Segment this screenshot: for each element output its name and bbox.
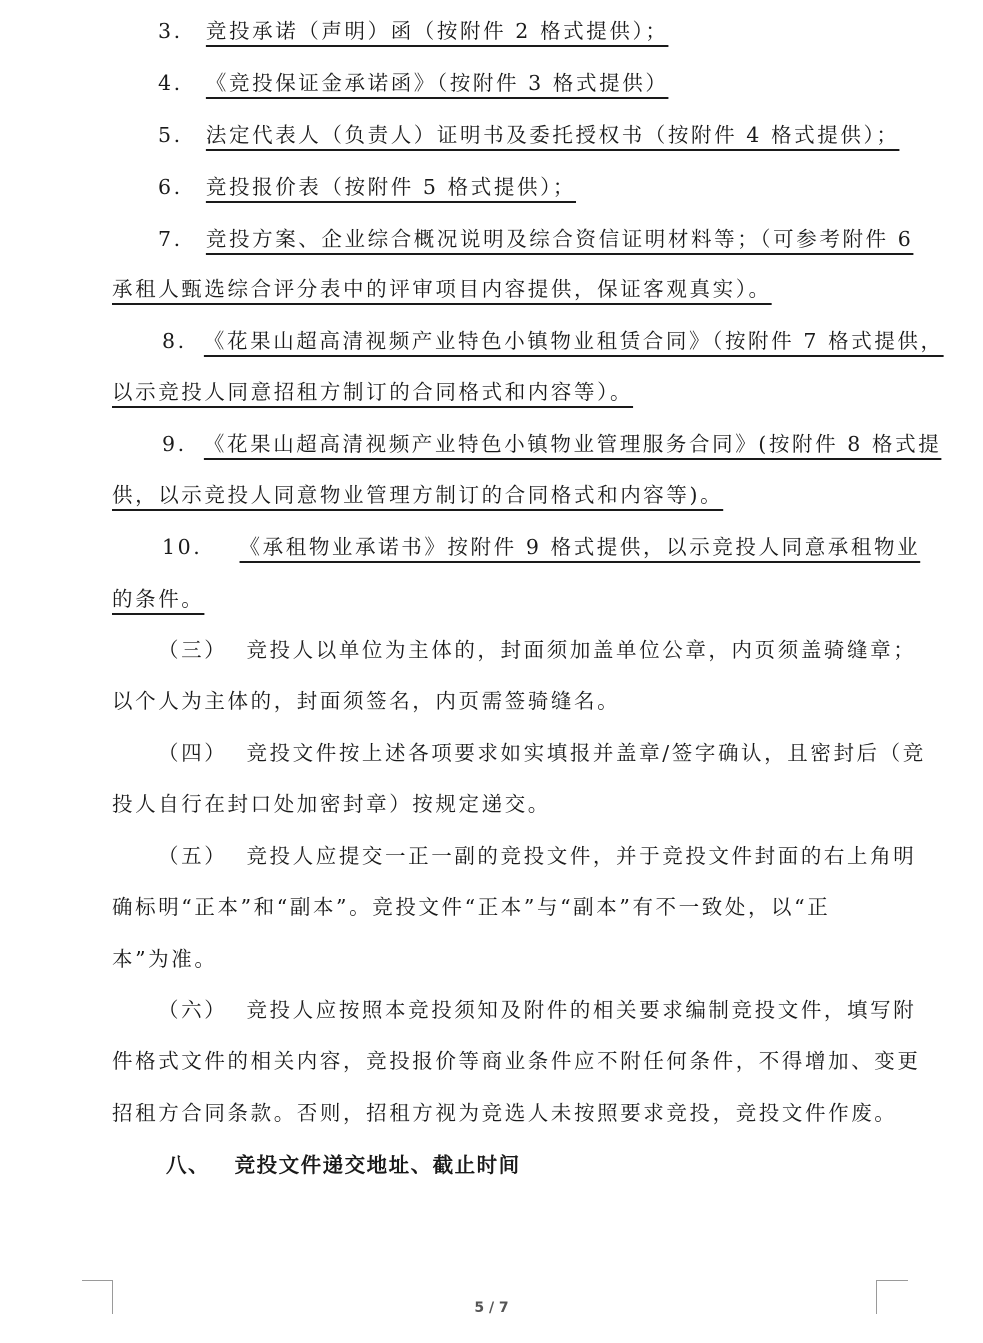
item-7-continued <box>112 274 772 304</box>
item-text-line2: 以示竞投人同意招租方制订的合同格式和内容等）。 <box>112 380 634 404</box>
item-8 <box>162 326 944 356</box>
para-5-continued-2 <box>112 944 217 974</box>
item-6 <box>158 172 576 202</box>
crop-mark-left-horizontal <box>82 1280 112 1281</box>
para-text-line1: 竞投文件按上述各项要求如实填报并盖章/签字确认，且密封后（竞 <box>246 741 926 765</box>
para-6 <box>158 995 916 1025</box>
item-text-line1: 《花果山超高清视频产业特色小镇物业租赁合同》（按附件 7 格式提供， <box>203 329 944 353</box>
page-number: 5 / 7 <box>474 1300 509 1316</box>
item-number: 3. <box>158 19 183 43</box>
para-4-continued <box>112 789 551 819</box>
item-9-continued <box>112 480 723 510</box>
item-5 <box>158 120 899 150</box>
para-text-line1: 竞投人应按照本竞投须知及附件的相关要求编制竞投文件，填写附 <box>246 998 917 1022</box>
item-7 <box>158 224 913 254</box>
para-text-line2: 件格式文件的相关内容，竞投报价等商业条件应不附任何条件，不得增加、变更 <box>112 1049 921 1073</box>
item-number: 9. <box>162 432 187 456</box>
para-text-line3: 招租方合同条款。否则，招租方视为竞选人未按照要求竞投，竞投文件作废。 <box>112 1101 898 1125</box>
para-text-line3: 本”为准。 <box>112 947 218 971</box>
para-3-continued <box>112 686 620 716</box>
item-number: 6. <box>158 175 183 199</box>
item-text-line2: 承租人甄选综合评分表中的评审项目内容提供，保证客观真实）。 <box>112 277 772 301</box>
section-title: 竞投文件递交地址、截止时间 <box>234 1153 521 1177</box>
para-5-continued <box>112 892 830 922</box>
para-text-line1: 竞投人应提交一正一副的竞投文件，并于竞投文件封面的右上角明 <box>246 844 917 868</box>
item-text-line1: 《花果山超高清视频产业特色小镇物业管理服务合同》(按附件 8 格式提 <box>203 432 942 456</box>
item-number: 5. <box>158 123 183 147</box>
item-9 <box>162 429 941 459</box>
item-text-line1: 竞投方案、企业综合概况说明及综合资信证明材料等；（可参考附件 6 <box>205 227 914 251</box>
para-4 <box>158 738 926 768</box>
item-number: 8. <box>162 329 187 353</box>
para-5 <box>158 841 916 871</box>
item-10 <box>162 532 920 562</box>
para-label: （三） <box>158 638 228 662</box>
para-label: （六） <box>158 998 228 1022</box>
para-text-line1: 竞投人以单位为主体的，封面须加盖单位公章，内页须盖骑缝章； <box>246 638 917 662</box>
para-text-line2: 投人自行在封口处加密封章）按规定递交。 <box>112 792 551 816</box>
item-text: 竞投承诺（声明）函（按附件 2 格式提供）； <box>205 19 669 43</box>
item-text-line2: 供，以示竞投人同意物业管理方制订的合同格式和内容等)。 <box>112 483 724 507</box>
para-text-line2: 确标明“正本”和“副本”。竞投文件“正本”与“副本”有不一致处，以“正 <box>112 895 831 919</box>
item-3 <box>158 16 668 46</box>
para-label: （五） <box>158 844 228 868</box>
section-heading <box>166 1150 521 1180</box>
item-number: 7. <box>158 227 183 251</box>
item-text-line1: 《承租物业承诺书》按附件 9 格式提供，以示竞投人同意承租物业 <box>239 535 921 559</box>
para-6-continued <box>112 1046 921 1076</box>
section-number: 八、 <box>166 1153 210 1177</box>
item-10-continued <box>112 584 204 614</box>
item-text-line2: 的条件。 <box>112 587 205 611</box>
para-label: （四） <box>158 741 228 765</box>
item-4 <box>158 68 668 98</box>
para-3 <box>158 635 916 665</box>
item-text: 法定代表人（负责人）证明书及委托授权书（按附件 4 格式提供）； <box>205 123 900 147</box>
crop-mark-right-horizontal <box>876 1280 908 1281</box>
item-8-continued <box>112 377 633 407</box>
para-6-continued-2 <box>112 1098 897 1128</box>
item-text: 竞投报价表（按附件 5 格式提供）； <box>205 175 577 199</box>
item-number: 10. <box>162 535 203 559</box>
item-text: 《竞投保证金承诺函》（按附件 3 格式提供） <box>205 71 669 95</box>
item-number: 4. <box>158 71 183 95</box>
para-text-line2: 以个人为主体的，封面须签名，内页需签骑缝名。 <box>112 689 621 713</box>
